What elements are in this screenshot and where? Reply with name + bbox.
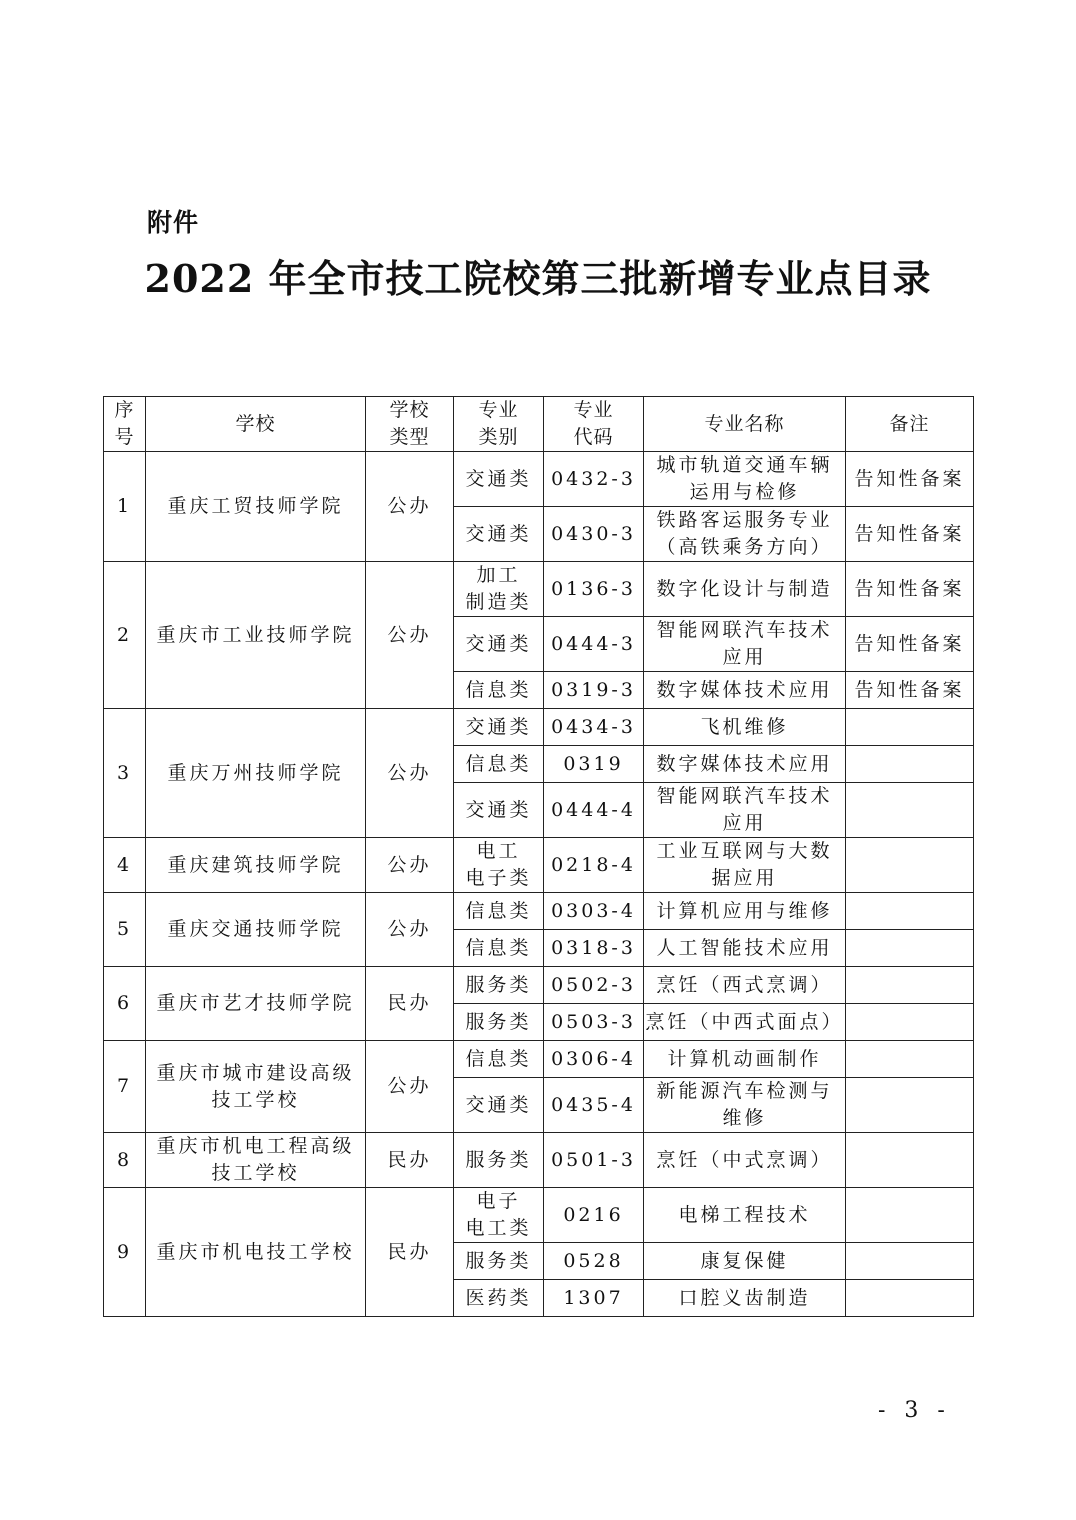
cell-school-type: 民办 [366,1188,454,1317]
major-line: 运用与检修 [689,481,800,503]
cell-code: 0306-4 [544,1041,644,1078]
category-line: 信息类 [465,1047,532,1070]
major-line: 新能源汽车检测与 [656,1080,833,1102]
major-line: 烹饪（中西式面点） [645,1010,844,1033]
header-category-line: 专业 [478,399,519,421]
table-row [104,709,974,746]
cell-code: 0444-4 [544,783,644,838]
school-line: 重庆交通技师学院 [167,918,344,940]
major-line: 铁路客运服务专业 [656,509,833,531]
major-line: 智能网联汽车技术 [656,785,833,807]
cell-note [846,930,974,967]
major-line: 康复保健 [700,1249,789,1272]
cell-note [846,1280,974,1317]
cell-school [146,1041,366,1133]
major-line: 电梯工程技术 [678,1203,811,1226]
cell-code: 0528 [544,1243,644,1280]
cell-seq: 1 [104,452,146,562]
cell-major [644,1243,846,1280]
cell-school [146,562,366,709]
cell-category [454,452,544,507]
table-row [104,1041,974,1078]
school-line: 重庆建筑技师学院 [167,853,344,876]
cell-seq: 3 [104,709,146,838]
school-line: 重庆市城市建设高级 [156,1061,355,1084]
cell-school [146,893,366,967]
major-line: 数字媒体技术应用 [656,752,833,775]
cell-school [146,1188,366,1317]
cell-code: 0444-3 [544,617,644,672]
attachment-label: 附件 [147,208,200,237]
cell-school [146,838,366,893]
cell-note [846,1004,974,1041]
cell-note [846,709,974,746]
category-line: 服务类 [465,1249,532,1272]
cell-code: 0501-3 [544,1133,644,1188]
cell-major [644,930,846,967]
category-line: 交通类 [465,798,532,821]
cell-major [644,709,846,746]
school-line: 重庆万州技师学院 [167,761,344,784]
cell-note [846,1133,974,1188]
cell-school-type: 公办 [366,1041,454,1133]
cell-major [644,672,846,709]
cell-major [644,1041,846,1078]
cell-category [454,1133,544,1188]
cell-major [644,838,846,893]
category-line: 信息类 [465,899,532,922]
major-line: 计算机动画制作 [667,1047,822,1070]
cell-category [454,967,544,1004]
cell-school [146,452,366,562]
cell-school-type: 公办 [366,452,454,562]
major-line: 智能网联汽车技术 [656,619,833,641]
category-line: 服务类 [465,1010,532,1033]
cell-major [644,452,846,507]
major-line: 应用 [722,812,767,834]
cell-school-type: 公办 [366,893,454,967]
cell-note: 告知性备案 [846,617,974,672]
cell-category [454,783,544,838]
cell-note [846,1041,974,1078]
category-line: 交通类 [465,1093,532,1116]
cell-note [846,893,974,930]
cell-school-type: 民办 [366,967,454,1041]
school-line: 技工学校 [211,1088,300,1111]
major-line: 据应用 [711,867,778,889]
header-type-line: 类型 [389,426,430,448]
cell-major [644,1078,846,1133]
cell-note [846,1188,974,1243]
cell-major [644,507,846,562]
school-line: 重庆市机电工程高级 [156,1135,355,1157]
school-line: 重庆市艺才技师学院 [156,992,355,1014]
major-line: 飞机维修 [700,715,789,738]
category-line: 服务类 [465,1148,532,1171]
cell-code: 0434-3 [544,709,644,746]
category-line: 制造类 [465,591,532,613]
cell-major [644,562,846,617]
category-line: 信息类 [465,678,532,701]
cell-major [644,617,846,672]
major-line: 口腔义齿制造 [678,1286,811,1309]
cell-school-type: 公办 [366,709,454,838]
category-line: 信息类 [465,752,532,775]
cell-code: 0218-4 [544,838,644,893]
cell-seq: 9 [104,1188,146,1317]
cell-school-type: 民办 [366,1133,454,1188]
cell-code: 0319-3 [544,672,644,709]
cell-note: 告知性备案 [846,507,974,562]
header-category-line: 类别 [478,426,519,448]
major-line: 数字化设计与制造 [656,577,833,600]
header-code-line: 专业 [573,399,614,421]
category-line: 医药类 [465,1286,532,1309]
major-line: 人工智能技术应用 [656,936,833,959]
table-row [104,452,974,507]
header-major: 专业名称 [644,397,846,452]
cell-category [454,672,544,709]
major-line: 烹饪（西式烹调） [656,973,833,996]
cell-category [454,1004,544,1041]
cell-school [146,967,366,1041]
header-type-line: 学校 [389,399,430,421]
cell-code: 0303-4 [544,893,644,930]
cell-code: 0430-3 [544,507,644,562]
cell-category [454,930,544,967]
cell-seq: 4 [104,838,146,893]
category-line: 信息类 [465,936,532,959]
header-note: 备注 [846,397,974,452]
cell-category [454,617,544,672]
table-row [104,893,974,930]
cell-major [644,746,846,783]
school-line: 重庆市机电技工学校 [156,1240,355,1263]
major-line: 工业互联网与大数 [656,840,833,862]
cell-code: 0435-4 [544,1078,644,1133]
category-line: 交通类 [465,715,532,738]
major-line: 计算机应用与维修 [656,899,833,922]
cell-category [454,1243,544,1280]
cell-note [846,783,974,838]
table-row [104,967,974,1004]
header-school: 学校 [146,397,366,452]
table-row [104,1133,974,1188]
header-seq [104,397,146,452]
cell-category [454,1280,544,1317]
category-line: 交通类 [465,467,532,490]
table-row [104,1188,974,1243]
table-row [104,562,974,617]
cell-note [846,967,974,1004]
major-line: 维修 [722,1107,767,1129]
cell-code: 1307 [544,1280,644,1317]
cell-code: 0432-3 [544,452,644,507]
cell-school-type: 公办 [366,838,454,893]
cell-category [454,562,544,617]
cell-category [454,893,544,930]
cell-note: 告知性备案 [846,672,974,709]
majors-table [103,396,974,1317]
table-row [104,838,974,893]
cell-code: 0216 [544,1188,644,1243]
page-title: 2022 年全市技工院校第三批新增专业点目录 [144,256,932,301]
cell-category [454,1188,544,1243]
cell-seq: 6 [104,967,146,1041]
cell-note: 告知性备案 [846,452,974,507]
cell-category [454,1041,544,1078]
cell-school [146,1133,366,1188]
school-line: 技工学校 [211,1162,300,1184]
cell-note [846,838,974,893]
header-category [454,397,544,452]
cell-school-type: 公办 [366,562,454,709]
header-seq-line: 序 [114,399,135,421]
category-line: 加工 [476,564,521,586]
cell-major [644,1133,846,1188]
cell-category [454,1078,544,1133]
category-line: 交通类 [465,632,532,655]
category-line: 电工 [476,840,521,862]
cell-seq: 2 [104,562,146,709]
cell-code: 0319 [544,746,644,783]
cell-major [644,967,846,1004]
cell-category [454,838,544,893]
major-line: （高铁乘务方向） [656,536,833,558]
category-line: 电工类 [465,1217,532,1239]
category-line: 电子类 [465,867,532,889]
cell-note [846,1078,974,1133]
major-line: 数字媒体技术应用 [656,678,833,701]
cell-school [146,709,366,838]
cell-major [644,1280,846,1317]
cell-major [644,893,846,930]
page-number: - 3 - [878,1398,951,1423]
major-line: 应用 [722,646,767,668]
cell-code: 0136-3 [544,562,644,617]
table-header-row [104,397,974,452]
header-seq-line: 号 [114,426,135,448]
table-body [104,452,974,1317]
major-line: 城市轨道交通车辆 [656,454,833,476]
cell-seq: 5 [104,893,146,967]
cell-category [454,507,544,562]
header-code [544,397,644,452]
cell-major [644,1188,846,1243]
major-line: 烹饪（中式烹调） [656,1148,833,1171]
category-line: 交通类 [465,522,532,545]
cell-code: 0502-3 [544,967,644,1004]
cell-note [846,746,974,783]
cell-code: 0318-3 [544,930,644,967]
school-line: 重庆工贸技师学院 [167,495,344,517]
school-line: 重庆市工业技师学院 [156,623,355,646]
cell-code: 0503-3 [544,1004,644,1041]
cell-category [454,709,544,746]
header-code-line: 代码 [573,426,614,448]
cell-category [454,746,544,783]
category-line: 服务类 [465,973,532,996]
cell-major [644,1004,846,1041]
category-line: 电子 [476,1190,521,1212]
cell-note [846,1243,974,1280]
cell-note: 告知性备案 [846,562,974,617]
header-type [366,397,454,452]
cell-seq: 7 [104,1041,146,1133]
cell-seq: 8 [104,1133,146,1188]
cell-major [644,783,846,838]
